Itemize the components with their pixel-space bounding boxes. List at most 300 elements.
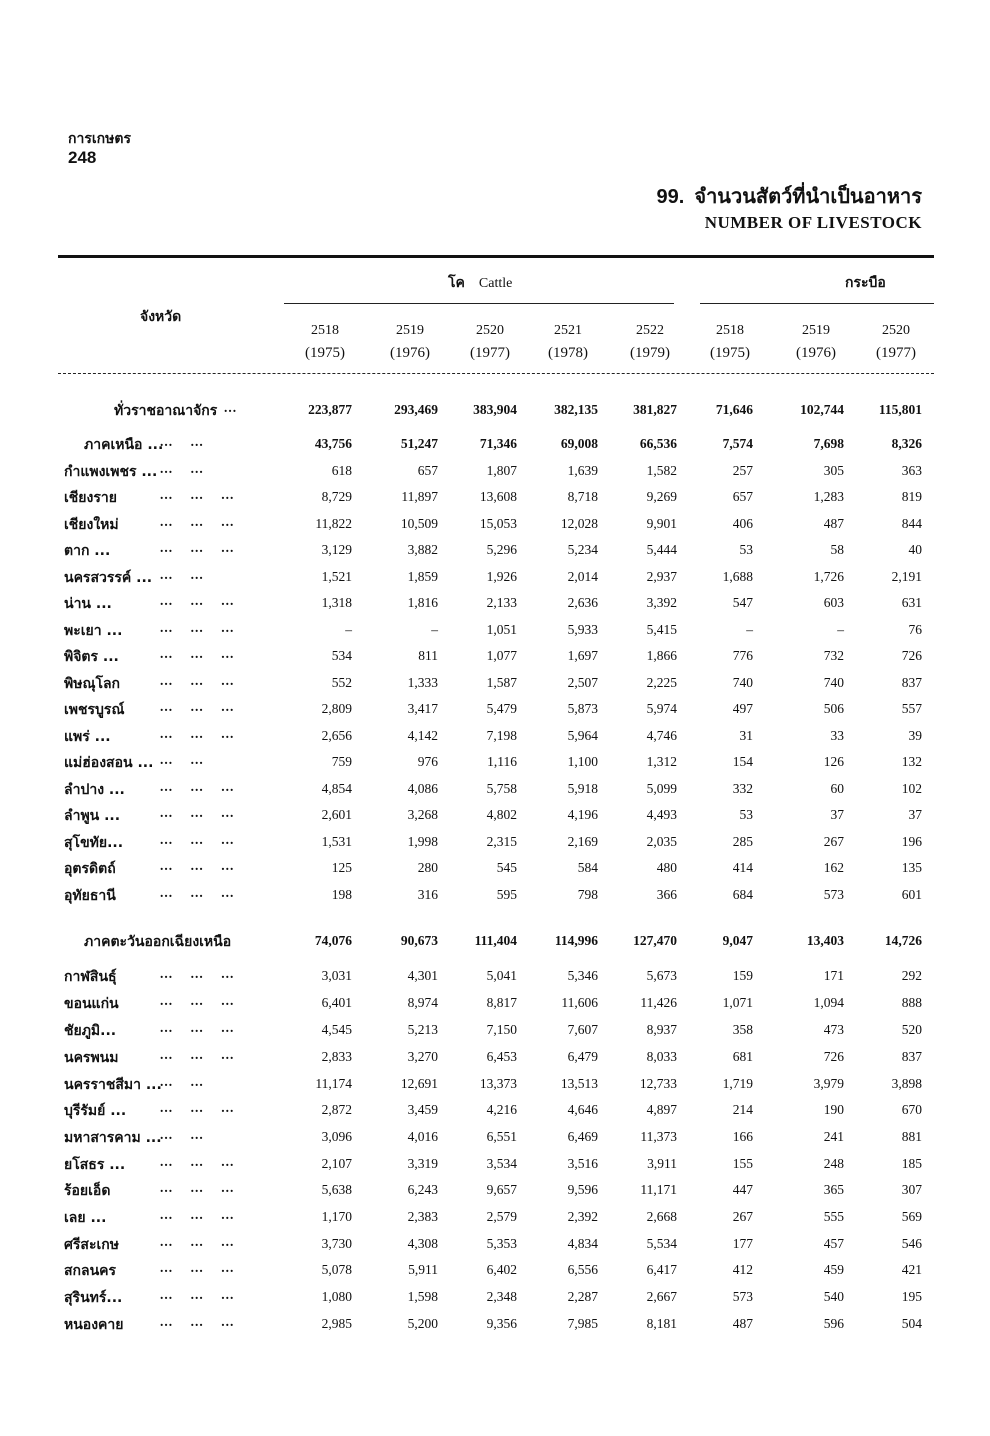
value-cell: 241 [823, 1129, 844, 1144]
value-cell: 125 [331, 860, 352, 875]
section-label: การเกษตร [68, 131, 131, 147]
value-cell: 2,169 [567, 834, 598, 849]
value-cell: 53 [739, 542, 753, 557]
province-name: พิษณุโลก [64, 676, 121, 692]
table-row [0, 540, 990, 566]
leader-dots: ... ... ... [160, 726, 235, 741]
value-cell: 569 [901, 1209, 922, 1224]
leader-dots: ... ... [160, 1127, 204, 1142]
value-cell: 4,854 [321, 781, 352, 796]
value-cell: 4,301 [407, 968, 438, 983]
value-cell: 5,911 [408, 1262, 438, 1277]
table-row [0, 514, 990, 540]
value-cell: 305 [823, 463, 844, 478]
value-cell: 473 [823, 1022, 844, 1037]
value-cell: 2,656 [321, 728, 352, 743]
value-cell: 2,833 [321, 1049, 352, 1064]
leader-dots: ... ... ... [160, 885, 235, 900]
value-cell: 5,346 [567, 968, 598, 983]
year-ce: (1976) [390, 345, 430, 361]
year-be: 2521 [554, 323, 582, 338]
value-cell: 190 [823, 1102, 844, 1117]
value-cell: 6,469 [567, 1129, 598, 1144]
value-cell: 4,196 [567, 807, 598, 822]
buffalo-header-thai: กระบือ [845, 275, 886, 291]
province-name: สุโขทัย... [64, 835, 124, 851]
year-be: 2519 [396, 323, 424, 338]
value-cell: 3,882 [407, 542, 438, 557]
value-cell: 12,691 [400, 1076, 438, 1091]
province-name: เชียงราย [64, 490, 117, 506]
leader-dots: ... ... [160, 567, 204, 582]
value-cell: 90,673 [400, 933, 438, 948]
value-cell: 2,191 [891, 569, 922, 584]
value-cell: 5,758 [486, 781, 517, 796]
value-cell: 684 [732, 887, 753, 902]
value-cell: 195 [901, 1289, 922, 1304]
table-row [0, 1074, 990, 1100]
value-cell: 573 [823, 887, 844, 902]
province-name: ศรีสะเกษ [64, 1237, 119, 1253]
leader-dots: ... ... [160, 434, 204, 449]
value-cell: 363 [901, 463, 922, 478]
value-cell: 670 [901, 1102, 922, 1117]
value-cell: 11,822 [315, 516, 352, 531]
value-cell: 2,107 [321, 1156, 352, 1171]
value-cell: 171 [823, 968, 844, 983]
value-cell: 292 [901, 968, 922, 983]
value-cell: 71,346 [479, 436, 517, 451]
value-cell: 5,444 [646, 542, 677, 557]
value-cell: 31 [739, 728, 753, 743]
year-ce: (1977) [876, 345, 916, 361]
value-cell: 7,574 [722, 436, 753, 451]
value-cell: 5,099 [646, 781, 677, 796]
value-cell: 740 [732, 675, 753, 690]
value-cell: 2,667 [646, 1289, 677, 1304]
value-cell: 811 [418, 648, 438, 663]
value-cell: 2,035 [646, 834, 677, 849]
value-cell: 603 [823, 595, 844, 610]
value-cell: 7,198 [486, 728, 517, 743]
leader-dots: ... ... ... [160, 540, 235, 555]
value-cell: 1,312 [646, 754, 677, 769]
value-cell: 3,459 [407, 1102, 438, 1117]
province-name: ขอนแก่น [64, 996, 119, 1012]
leader-dots: ... ... ... [160, 858, 235, 873]
year-ce: (1975) [305, 345, 345, 361]
year-header [533, 320, 603, 364]
value-cell: 4,746 [646, 728, 677, 743]
value-cell: 53 [739, 807, 753, 822]
leader-dots: ... ... ... [160, 1234, 235, 1249]
value-cell: 552 [331, 675, 352, 690]
value-cell: 1,639 [567, 463, 598, 478]
province-name: สุรินทร์... [64, 1290, 123, 1306]
value-cell: 5,415 [646, 622, 677, 637]
value-cell: 1,726 [813, 569, 844, 584]
province-name: กาฬสินธุ์ [64, 969, 117, 985]
value-cell: 155 [732, 1156, 753, 1171]
value-cell: 1,807 [486, 463, 517, 478]
value-cell: 7,607 [567, 1022, 598, 1037]
value-cell: 5,974 [646, 701, 677, 716]
value-cell: 1,598 [407, 1289, 438, 1304]
leader-dots: ... ... [160, 1074, 204, 1089]
value-cell: 3,730 [321, 1236, 352, 1251]
value-cell: 5,873 [567, 701, 598, 716]
leader-dots: ... ... ... [160, 1207, 235, 1222]
value-cell: 2,636 [567, 595, 598, 610]
province-name: นครสวรรค์ ... [64, 570, 153, 586]
value-cell: 267 [823, 834, 844, 849]
value-cell: 267 [732, 1209, 753, 1224]
value-cell: 214 [732, 1102, 753, 1117]
value-cell: 13,608 [479, 489, 517, 504]
value-cell: 3,534 [486, 1156, 517, 1171]
value-cell: 1,318 [321, 595, 352, 610]
value-cell: 9,356 [486, 1316, 517, 1331]
value-cell: 8,181 [646, 1316, 677, 1331]
province-name: ลำพูน ... [64, 808, 121, 824]
value-cell: 1,333 [407, 675, 438, 690]
value-cell: 573 [732, 1289, 753, 1304]
value-cell: 4,016 [407, 1129, 438, 1144]
year-ce: (1975) [710, 345, 750, 361]
value-cell: 162 [823, 860, 844, 875]
value-cell: 2,579 [486, 1209, 517, 1224]
value-cell: 366 [656, 887, 677, 902]
value-cell: 1,816 [407, 595, 438, 610]
leader-dots: ... ... [160, 461, 204, 476]
value-cell: 1,859 [407, 569, 438, 584]
value-cell: 9,657 [486, 1182, 517, 1197]
value-cell: 480 [656, 860, 677, 875]
value-cell: 618 [331, 463, 352, 478]
value-cell: 1,688 [722, 569, 753, 584]
province-name: ชัยภูมิ... [64, 1023, 117, 1039]
value-cell: 740 [823, 675, 844, 690]
value-cell: 557 [901, 701, 922, 716]
province-name: มหาสารคาม ... [64, 1130, 162, 1146]
value-cell: 6,556 [567, 1262, 598, 1277]
table-row [0, 805, 990, 831]
table-row [0, 931, 990, 957]
value-cell: 11,171 [640, 1182, 677, 1197]
value-cell: 76 [908, 622, 922, 637]
leader-dots: ... ... ... [160, 673, 235, 688]
province-name: เลย ... [64, 1210, 107, 1226]
value-cell: 37 [908, 807, 922, 822]
table-number: 99. [656, 186, 685, 208]
value-cell: 358 [732, 1022, 753, 1037]
leader-dots: ... ... ... [160, 1180, 235, 1195]
value-cell: 1,170 [321, 1209, 352, 1224]
value-cell: 1,582 [646, 463, 677, 478]
value-cell: 4,802 [486, 807, 517, 822]
value-cell: 5,638 [321, 1182, 352, 1197]
value-cell: 412 [732, 1262, 753, 1277]
header-bottom-rule [58, 373, 934, 375]
value-cell: 732 [823, 648, 844, 663]
table-row [0, 699, 990, 725]
value-cell: 383,904 [473, 402, 517, 417]
leader-dots: ... ... ... [160, 832, 235, 847]
table-row [0, 620, 990, 646]
year-header [455, 320, 525, 364]
value-cell: 819 [901, 489, 922, 504]
value-cell: 657 [417, 463, 438, 478]
value-cell: 1,077 [486, 648, 517, 663]
value-cell: 196 [901, 834, 922, 849]
value-cell: 6,402 [486, 1262, 517, 1277]
value-cell: 1,866 [646, 648, 677, 663]
leader-dots: ... ... ... [160, 514, 235, 529]
value-cell: 6,401 [321, 995, 352, 1010]
year-header [695, 320, 765, 364]
table-row [0, 1180, 990, 1206]
table-row [0, 1207, 990, 1233]
value-cell: 504 [901, 1316, 922, 1331]
value-cell: 2,225 [646, 675, 677, 690]
value-cell: 506 [823, 701, 844, 716]
value-cell: 9,269 [646, 489, 677, 504]
value-cell: 4,545 [321, 1022, 352, 1037]
table-row [0, 1154, 990, 1180]
value-cell: 5,479 [486, 701, 517, 716]
year-header [781, 320, 851, 364]
table-row [0, 858, 990, 884]
value-cell: 8,817 [486, 995, 517, 1010]
province-name: ภาคตะวันออกเฉียงเหนือ [84, 934, 232, 950]
table-row [0, 832, 990, 858]
year-be: 2522 [636, 323, 664, 338]
value-cell: 7,985 [567, 1316, 598, 1331]
value-cell: 2,985 [321, 1316, 352, 1331]
value-cell: 111,404 [474, 933, 517, 948]
value-cell: 135 [901, 860, 922, 875]
leader-dots: ... ... ... [160, 1047, 235, 1062]
value-cell: 8,974 [407, 995, 438, 1010]
page-number: 248 [68, 148, 97, 167]
table-row [0, 1047, 990, 1073]
province-name: ลำปาง ... [64, 782, 125, 798]
value-cell: 406 [732, 516, 753, 531]
value-cell: 2,809 [321, 701, 352, 716]
leader-dots: ... ... [160, 752, 204, 767]
year-ce: (1979) [630, 345, 670, 361]
value-cell: 2,937 [646, 569, 677, 584]
value-cell: 74,076 [314, 933, 352, 948]
year-header [861, 320, 931, 364]
value-cell: 4,646 [567, 1102, 598, 1117]
leader-dots: ... ... ... [160, 620, 235, 635]
value-cell: 8,033 [646, 1049, 677, 1064]
province-name: บุรีรัมย์ ... [64, 1103, 127, 1119]
value-cell: 601 [901, 887, 922, 902]
value-cell: 421 [901, 1262, 922, 1277]
leader-dots: ... ... ... [160, 1314, 235, 1329]
value-cell: 1,094 [813, 995, 844, 1010]
table-row [0, 646, 990, 672]
value-cell: 459 [823, 1262, 844, 1277]
value-cell: 280 [417, 860, 438, 875]
value-cell: 223,877 [308, 402, 352, 417]
value-cell: – [431, 622, 438, 637]
value-cell: 9,047 [722, 933, 753, 948]
table-top-rule [58, 255, 934, 258]
value-cell: 2,507 [567, 675, 598, 690]
value-cell: 3,392 [646, 595, 677, 610]
year-be: 2518 [716, 323, 744, 338]
table-row [0, 1234, 990, 1260]
value-cell: – [746, 622, 753, 637]
table-row [0, 885, 990, 911]
value-cell: 2,133 [486, 595, 517, 610]
value-cell: 487 [732, 1316, 753, 1331]
value-cell: 414 [732, 860, 753, 875]
province-name: แม่ฮ่องสอน ... [64, 755, 154, 771]
value-cell: 127,470 [633, 933, 677, 948]
value-cell: 657 [732, 489, 753, 504]
table-row [0, 1100, 990, 1126]
value-cell: 248 [823, 1156, 844, 1171]
value-cell: 13,513 [560, 1076, 598, 1091]
province-name: เชียงใหม่ [64, 517, 119, 533]
value-cell: 185 [901, 1156, 922, 1171]
value-cell: 43,756 [314, 436, 352, 451]
value-cell: 5,041 [486, 968, 517, 983]
value-cell: 166 [732, 1129, 753, 1144]
value-cell: 51,247 [400, 436, 438, 451]
value-cell: 3,516 [567, 1156, 598, 1171]
value-cell: 888 [901, 995, 922, 1010]
leader-dots: ... [224, 400, 238, 415]
value-cell: 5,296 [486, 542, 517, 557]
value-cell: 3,319 [407, 1156, 438, 1171]
value-cell: 11,897 [401, 489, 438, 504]
value-cell: 6,453 [486, 1049, 517, 1064]
value-cell: 3,979 [813, 1076, 844, 1091]
value-cell: 316 [417, 887, 438, 902]
value-cell: 596 [823, 1316, 844, 1331]
value-cell: 285 [732, 834, 753, 849]
leader-dots: ... ... ... [160, 1020, 235, 1035]
value-cell: 365 [823, 1182, 844, 1197]
value-cell: 1,998 [407, 834, 438, 849]
value-cell: 1,283 [813, 489, 844, 504]
leader-dots: ... ... ... [160, 699, 235, 714]
buffalo-group-header [845, 272, 900, 294]
value-cell: 39 [908, 728, 922, 743]
value-cell: 257 [732, 463, 753, 478]
province-name: อุตรดิตถ์ [64, 861, 116, 877]
year-header [615, 320, 685, 364]
province-name: เพชรบูรณ์ [64, 702, 125, 718]
province-name: แพร่ ... [64, 729, 111, 745]
table-row [0, 1020, 990, 1046]
value-cell: 7,150 [486, 1022, 517, 1037]
value-cell: 60 [830, 781, 844, 796]
year-be: 2519 [802, 323, 830, 338]
table-row [0, 673, 990, 699]
value-cell: 5,918 [567, 781, 598, 796]
value-cell: 307 [901, 1182, 922, 1197]
value-cell: 540 [823, 1289, 844, 1304]
value-cell: 2,287 [567, 1289, 598, 1304]
value-cell: 2,383 [407, 1209, 438, 1224]
leader-dots: ... ... ... [160, 487, 235, 502]
value-cell: 1,116 [487, 754, 517, 769]
year-ce: (1977) [470, 345, 510, 361]
value-cell: 631 [901, 595, 922, 610]
value-cell: 5,078 [321, 1262, 352, 1277]
table-title-thai [657, 180, 922, 212]
value-cell: 382,135 [554, 402, 598, 417]
leader-dots: ... ... ... [160, 593, 235, 608]
value-cell: 4,493 [646, 807, 677, 822]
table-row [0, 1127, 990, 1153]
value-cell: 6,243 [407, 1182, 438, 1197]
value-cell: 2,392 [567, 1209, 598, 1224]
value-cell: 776 [732, 648, 753, 663]
value-cell: 1,071 [722, 995, 753, 1010]
table-title-english: NUMBER OF LIVESTOCK [704, 213, 922, 232]
province-name: หนองคาย [64, 1317, 124, 1333]
table-title-thai-text: จำนวนสัตว์ที่นำเป็นอาหาร [694, 184, 922, 208]
value-cell: 37 [830, 807, 844, 822]
table-row [0, 593, 990, 619]
value-cell: 837 [901, 675, 922, 690]
value-cell: 33 [830, 728, 844, 743]
province-name: สกลนคร [64, 1263, 117, 1279]
table-row [0, 1260, 990, 1286]
cattle-group-header [448, 272, 512, 294]
year-be: 2518 [311, 323, 339, 338]
year-ce: (1978) [548, 345, 588, 361]
value-cell: 4,308 [407, 1236, 438, 1251]
value-cell: 546 [901, 1236, 922, 1251]
value-cell: 2,315 [486, 834, 517, 849]
table-row [0, 966, 990, 992]
province-name: กำแพงเพชร ... [64, 464, 158, 480]
table-row [0, 567, 990, 593]
value-cell: 1,080 [321, 1289, 352, 1304]
value-cell: 3,129 [321, 542, 352, 557]
value-cell: 4,216 [486, 1102, 517, 1117]
value-cell: 6,417 [646, 1262, 677, 1277]
province-name: อุทัยธานี [64, 888, 116, 904]
buffalo-group-rule [700, 303, 934, 304]
value-cell: 5,234 [567, 542, 598, 557]
value-cell: 11,606 [561, 995, 598, 1010]
leader-dots: ... ... ... [160, 966, 235, 981]
value-cell: 293,469 [394, 402, 438, 417]
value-cell: 457 [823, 1236, 844, 1251]
table-row [0, 434, 990, 460]
province-name: ยโสธร ... [64, 1157, 126, 1173]
leader-dots: ... ... ... [160, 779, 235, 794]
value-cell: 154 [732, 754, 753, 769]
table-row [0, 726, 990, 752]
leader-dots: ... ... ... [160, 1260, 235, 1275]
value-cell: 381,827 [633, 402, 677, 417]
province-name: ภาคเหนือ ... [84, 437, 164, 453]
value-cell: – [837, 622, 844, 637]
value-cell: 976 [417, 754, 438, 769]
value-cell: 13,373 [479, 1076, 517, 1091]
value-cell: 759 [331, 754, 352, 769]
